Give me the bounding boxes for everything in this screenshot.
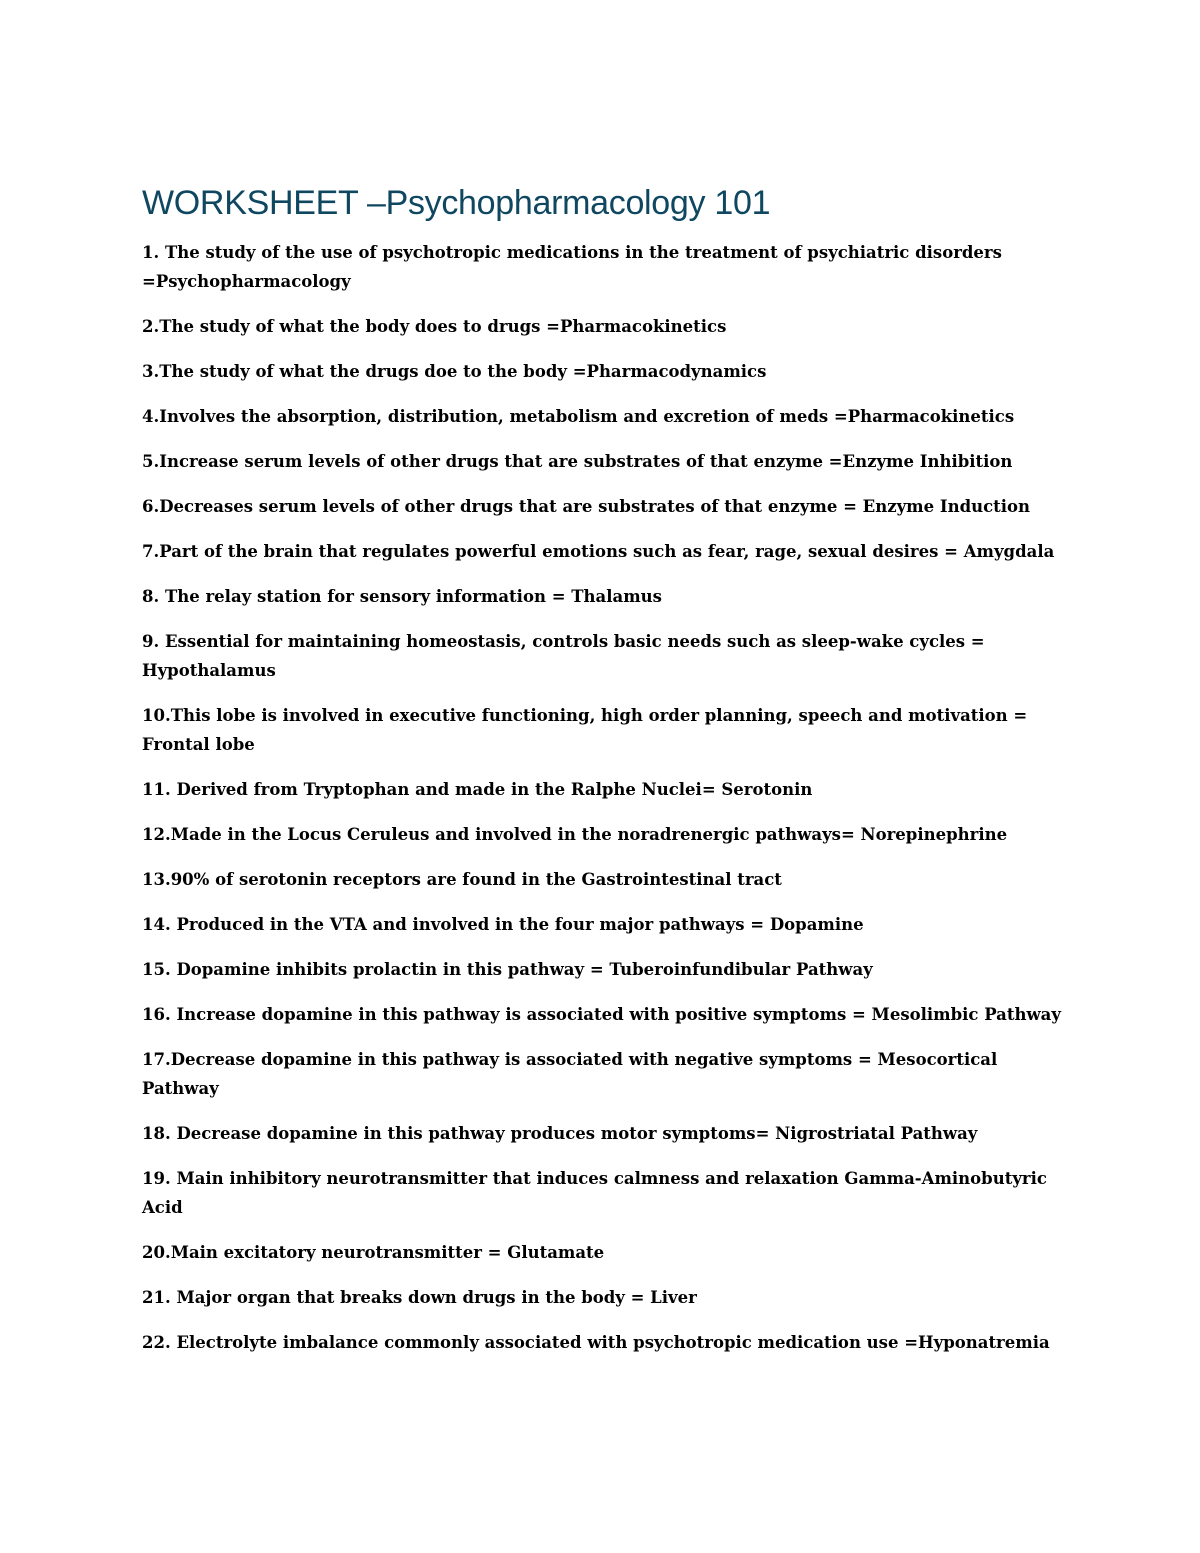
- item-text: 18. Decrease dopamine in this pathway produces motor symptoms= Nigrostriatal Pathway: [142, 1124, 978, 1143]
- item-text: 14. Produced in the VTA and involved in the four major pathways = Dopamine: [142, 915, 864, 934]
- question-list: [142, 238, 1062, 1373]
- item-text: 9. Essential for maintaining homeostasis, controls basic needs such as sleep-wake cycles = Hypothalamus: [142, 632, 985, 680]
- item-text: 7.Part of the brain that regulates powerful emotions such as fear, rage, sexual desires = Amygdala: [142, 542, 1055, 561]
- item-text: 17.Decrease dopamine in this pathway is associated with negative symptoms = Mesocortical Pathway: [142, 1050, 998, 1098]
- list-item: [142, 1164, 1062, 1222]
- item-text: 8. The relay station for sensory information = Thalamus: [142, 587, 662, 606]
- item-text: 10.This lobe is involved in executive functioning, high order planning, speech and motivation = Frontal lobe: [142, 706, 1028, 754]
- item-text: 3.The study of what the drugs doe to the body =Pharmacodynamics: [142, 362, 767, 381]
- list-item: [142, 955, 1062, 984]
- item-text: 15. Dopamine inhibits prolactin in this pathway = Tuberoinfundibular Pathway: [142, 960, 873, 979]
- list-item: [142, 701, 1062, 759]
- item-text: 21. Major organ that breaks down drugs in the body = Liver: [142, 1288, 697, 1307]
- list-item: [142, 1283, 1062, 1312]
- list-item: [142, 627, 1062, 685]
- list-item: [142, 1000, 1062, 1029]
- page-title: WORKSHEET –Psychopharmacology 101: [142, 184, 771, 222]
- list-item: [142, 1045, 1062, 1103]
- list-item: [142, 1119, 1062, 1148]
- item-text: 13.90% of serotonin receptors are found in the Gastrointestinal tract: [142, 870, 782, 889]
- list-item: [142, 312, 1062, 341]
- item-text: 2.The study of what the body does to drugs =Pharmacokinetics: [142, 317, 727, 336]
- list-item: [142, 537, 1062, 566]
- item-text: 20.Main excitatory neurotransmitter = Glutamate: [142, 1243, 605, 1262]
- item-text: 12.Made in the Locus Ceruleus and involved in the noradrenergic pathways= Norepinephrine: [142, 825, 1008, 844]
- item-text: 4.Involves the absorption, distribution, metabolism and excretion of meds =Pharmacokinetics: [142, 407, 1015, 426]
- item-text: 6.Decreases serum levels of other drugs that are substrates of that enzyme = Enzyme Induction: [142, 497, 1031, 516]
- list-item: [142, 582, 1062, 611]
- item-text: 16. Increase dopamine in this pathway is associated with positive symptoms = Mesolimbic Pathway: [142, 1005, 1061, 1024]
- item-text: 22. Electrolyte imbalance commonly associated with psychotropic medication use =Hyponatremia: [142, 1333, 1050, 1352]
- list-item: [142, 820, 1062, 849]
- list-item: [142, 1238, 1062, 1267]
- list-item: [142, 775, 1062, 804]
- list-item: [142, 357, 1062, 386]
- item-text: 1. The study of the use of psychotropic medications in the treatment of psychiatric disorders =Psychopharmacology: [142, 243, 1002, 291]
- list-item: [142, 238, 1062, 296]
- list-item: [142, 447, 1062, 476]
- item-text: 5.Increase serum levels of other drugs that are substrates of that enzyme =Enzyme Inhibition: [142, 452, 1013, 471]
- list-item: [142, 492, 1062, 521]
- list-item: [142, 402, 1062, 431]
- item-text: 11. Derived from Tryptophan and made in the Ralphe Nuclei= Serotonin: [142, 780, 813, 799]
- list-item: [142, 865, 1062, 894]
- item-text: 19. Main inhibitory neurotransmitter that induces calmness and relaxation Gamma-Aminobutyric Acid: [142, 1169, 1047, 1217]
- list-item: [142, 910, 1062, 939]
- list-item: [142, 1328, 1062, 1357]
